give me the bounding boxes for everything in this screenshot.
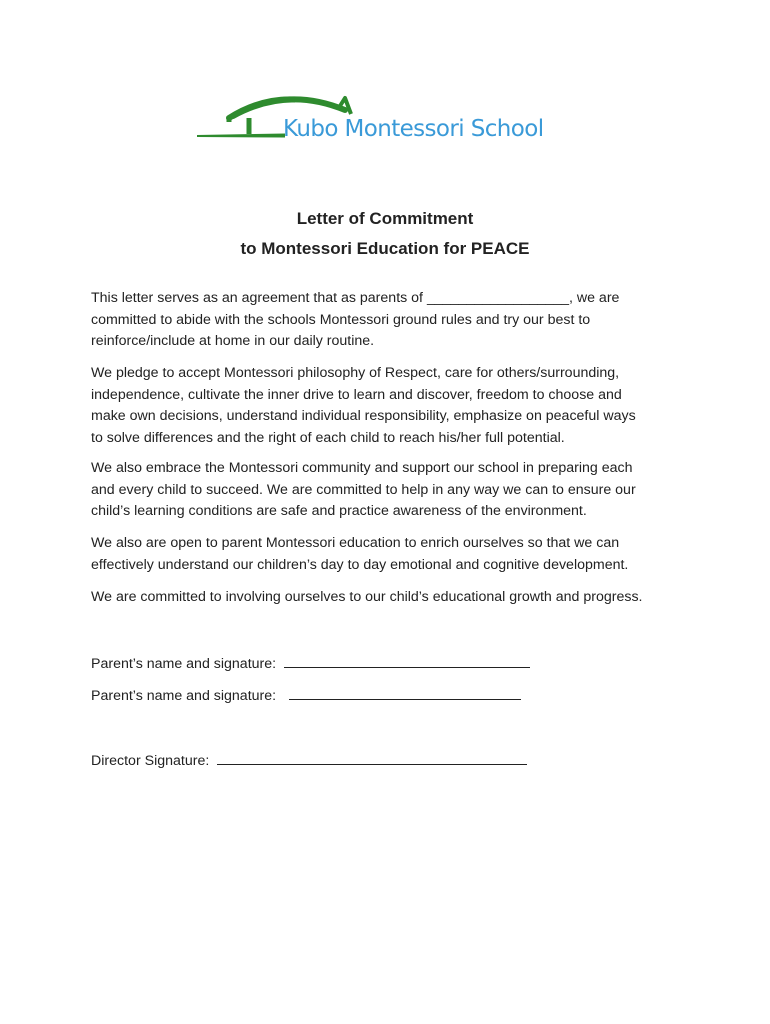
- paragraph-pledge: We pledge to accept Montessori philosophy of Respect, care for others/surrounding, independence, cultivate the inner drive to learn and discover, freedom to choose and make own decisions, understand individual responsibility, emphasize on peaceful ways to solve differences and the right of each child to reach his/her full potential.: [91, 365, 636, 446]
- school-logo: [195, 92, 575, 152]
- parent2-signature-row: [91, 683, 521, 704]
- parent2-signature-field[interactable]: [289, 683, 521, 700]
- logo-text: Kubo Montessori School: [283, 116, 544, 142]
- paragraph-community: We also embrace the Montessori community and support our school in preparing each and every child to succeed. We are committed to help in any way we can to ensure our child’s learning conditions are safe and practice awareness of the environment.: [91, 460, 636, 519]
- director-signature-field[interactable]: [217, 748, 527, 765]
- paragraph-parent-education: We also are open to parent Montessori education to enrich ourselves so that we can effectively understand our children’s day to day emotional and cognitive development.: [91, 535, 629, 573]
- letter-title: Letter of Commitment: [296, 209, 474, 228]
- parent1-signature-row: [91, 651, 530, 672]
- paragraph-involvement: We are committed to involving ourselves to our child’s educational growth and progress.: [91, 589, 643, 605]
- parent1-signature-field[interactable]: [284, 651, 530, 668]
- director-signature-label: Director Signature:: [91, 753, 210, 769]
- director-signature-row: [91, 748, 527, 769]
- letter-subtitle: to Montessori Education for PEACE: [240, 239, 530, 258]
- paragraph-agreement: This letter serves as an agreement that as parents of __________________, we are committed to abide with the schools Montessori ground rules and try our best to reinforce/include at home in our daily routine.: [91, 290, 620, 349]
- parent2-signature-label: Parent’s name and signature:: [91, 688, 277, 704]
- parent1-signature-label: Parent’s name and signature:: [91, 656, 277, 672]
